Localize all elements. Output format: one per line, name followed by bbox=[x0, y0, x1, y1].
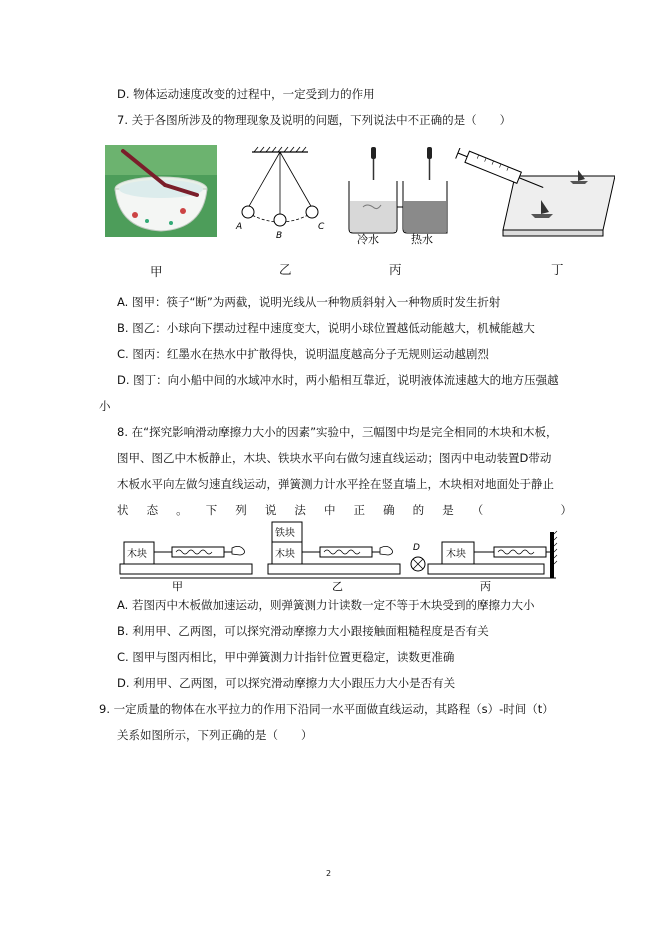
block-label: 木块 bbox=[446, 549, 466, 560]
q8-char: 态 bbox=[146, 503, 159, 517]
q7-option-c: C. 图丙：红墨水在热水中扩散得快，说明温度越高分子无规则运动越剧烈 bbox=[117, 347, 489, 361]
q8-char: （ bbox=[471, 503, 484, 517]
q8-char: 状 bbox=[117, 503, 129, 517]
figure-jia bbox=[120, 542, 252, 574]
q7-stem: 7. 关于各图所涉及的物理现象及说明的问题，下列说法中不正确的是（ ） bbox=[117, 113, 512, 127]
iron-block-label: 铁块 bbox=[275, 528, 295, 539]
q8-char: 是 bbox=[442, 503, 454, 517]
q8-figure-label-bing: 丙 bbox=[480, 580, 491, 592]
chopstick-bowl-photo bbox=[105, 145, 217, 237]
q8-stem-line-1: 8. 在“探究影响滑动摩擦力大小的因素”实验中，三幅图中均是完全相同的木块和木板， bbox=[117, 425, 558, 439]
q7-option-b: B. 图乙：小球向下摆动过程中速度变大，说明小球位置越低动能越大，机械能越大 bbox=[117, 321, 535, 335]
q8-char: 。 bbox=[176, 503, 188, 517]
q8-stem-line-4 bbox=[117, 502, 572, 518]
block-label: 木块 bbox=[127, 549, 147, 560]
q8-figure-label-jia: 甲 bbox=[172, 580, 183, 592]
q8-char bbox=[531, 502, 543, 518]
q7-option-d-continued: 小 bbox=[99, 399, 111, 413]
q8-char: ） bbox=[560, 503, 572, 517]
beaker-label-hot: 热水 bbox=[411, 233, 433, 245]
q8-char: 确 bbox=[383, 503, 395, 517]
q9-stem-line-1: 9. 一定质量的物体在水平拉力的作用下沿同一水平面做直线运动，其路程（s）-时间（t） bbox=[99, 702, 554, 716]
q8-char bbox=[501, 502, 513, 518]
pendulum-label-c: C bbox=[318, 222, 325, 232]
q8-stem-line-3: 木板水平向左做匀速直线运动，弹簧测力计水平拴在竖直墙上，木块相对地面处于静止 bbox=[117, 477, 554, 491]
page-number: 2 bbox=[326, 869, 332, 878]
q7-option-d: D. 图丁：向小船中间的水域冲水时，两小船相互靠近，说明液体流速越大的地方压强越 bbox=[117, 373, 559, 387]
q7-figure-label-ding: 丁 bbox=[551, 262, 564, 277]
beaker-label-cold: 冷水 bbox=[357, 233, 379, 245]
block-label: 木块 bbox=[275, 549, 295, 560]
q7-figure-label-bing: 丙 bbox=[389, 262, 402, 277]
q8-option-c: C. 图甲与图丙相比，甲中弹簧测力计指针位置更稳定，读数更准确 bbox=[117, 650, 455, 664]
q8-char: 法 bbox=[294, 503, 306, 517]
q8-char: 说 bbox=[264, 503, 277, 517]
q9-stem-line-2: 关系如图所示，下列正确的是（ ） bbox=[117, 728, 313, 742]
q8-option-d: D. 利用甲、乙两图，可以探究滑动摩擦力大小跟压力大小是否有关 bbox=[117, 676, 456, 690]
q8-char: 列 bbox=[235, 503, 247, 517]
figure-yi bbox=[268, 522, 400, 574]
q7-option-a: A. 图甲：筷子“断”为两截，说明光线从一种物质斜射入一种物质时发生折射 bbox=[117, 295, 501, 309]
figure-bing bbox=[411, 531, 557, 578]
q8-stem-line-2: 图甲、图乙中木板静止，木块、铁块水平向右做匀速直线运动；图丙中电动装置D带动 bbox=[117, 451, 552, 465]
q8-option-a: A. 若图丙中木板做加速运动，则弹簧测力计读数一定不等于木块受到的摩擦力大小 bbox=[117, 598, 535, 612]
pendulum-diagram bbox=[230, 145, 330, 240]
pendulum-label-b: B bbox=[276, 231, 283, 240]
q7-figure-label-jia: 甲 bbox=[150, 264, 163, 279]
beakers-diagram bbox=[343, 145, 448, 245]
friction-experiment-diagrams bbox=[110, 520, 558, 592]
q8-char: 下 bbox=[205, 503, 218, 517]
pendulum-label-a: A bbox=[236, 222, 243, 232]
q8-char: 正 bbox=[353, 503, 365, 517]
q8-char: 的 bbox=[412, 503, 425, 517]
syringe-boats-diagram bbox=[455, 148, 615, 238]
q8-char: 中 bbox=[323, 503, 336, 517]
q7-figure-label-yi: 乙 bbox=[279, 262, 292, 277]
q8-option-b: B. 利用甲、乙两图，可以探究滑动摩擦力大小跟接触面粗糙程度是否有关 bbox=[117, 624, 489, 638]
motor-d-label: D bbox=[413, 543, 420, 553]
q6-option-d: D. 物体运动速度改变的过程中，一定受到力的作用 bbox=[117, 87, 375, 101]
q8-figure-label-yi: 乙 bbox=[332, 580, 343, 592]
